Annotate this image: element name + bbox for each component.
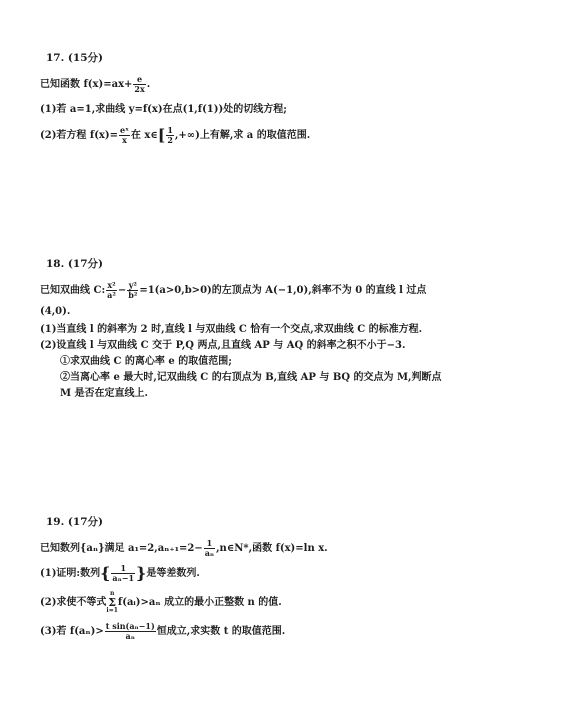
part-text: 是等差数列.	[146, 568, 200, 579]
part-text: ,+∞)上有解,求 a 的取值范围.	[174, 130, 311, 141]
question-19-part-3	[40, 622, 543, 641]
stem-text: 已知函数 f(x)=ax+	[40, 79, 133, 90]
question-18-part-2-ii-cont: M 是否在定直线上.	[60, 388, 149, 399]
question-18-part-2-ii: ②当离心率 e 最大时,记双曲线 C 的右顶点为 B,直线 AP 与 BQ 的交点为 M,判断点	[60, 372, 442, 383]
question-19-header: 19. (17分)	[46, 516, 103, 528]
sigma-symbol: Σ	[108, 596, 117, 609]
denominator: 2	[167, 135, 173, 145]
question-19-part-2	[40, 591, 543, 614]
numerator: eˣ	[120, 125, 129, 135]
question-18	[40, 256, 543, 402]
denominator: aₙ	[125, 631, 135, 641]
numerator: y²	[128, 280, 137, 290]
denominator: 2x	[134, 84, 145, 94]
part-text: 在 x∈	[130, 130, 158, 141]
denominator: a²	[107, 290, 116, 300]
question-19-stem	[40, 539, 543, 558]
question-19	[40, 514, 543, 641]
fraction	[106, 281, 117, 300]
stem-text: ,n∈N*,函数 f(x)=ln x.	[216, 543, 328, 554]
numerator: t sin(aₙ−1)	[105, 621, 155, 631]
numerator: 1	[167, 125, 173, 135]
part-text: (2)若方程 f(x)=	[40, 130, 119, 141]
fraction	[111, 564, 135, 583]
numerator: 1	[204, 539, 215, 549]
denominator: aₙ−1	[112, 573, 135, 583]
question-18-part-1: (1)当直线 l 的斜率为 2 时,直线 l 与双曲线 C 恰有一个交点,求双曲线 C 的标准方程.	[40, 324, 423, 335]
right-brace: }	[136, 563, 147, 583]
question-18-part-2-i: ①求双曲线 C 的离心率 e 的取值范围;	[60, 356, 232, 367]
numerator: x²	[107, 280, 116, 290]
part-text: (3)若 f(aₙ)>	[40, 626, 104, 637]
fraction	[166, 126, 174, 145]
question-17-header: 17. (15分)	[46, 52, 103, 64]
question-17-stem	[40, 75, 543, 94]
fraction	[204, 539, 215, 558]
left-bracket: [	[157, 125, 166, 145]
question-18-stem	[40, 281, 543, 300]
summation	[106, 591, 117, 614]
stem-text: 已知数列{aₙ}满足 a₁=2,aₙ₊₁=2−	[40, 543, 203, 554]
numerator: e	[133, 75, 145, 85]
minus-sign: −	[117, 285, 127, 296]
stem-text: .	[146, 79, 151, 90]
fraction	[127, 281, 138, 300]
stem-text: 已知双曲线 C:	[40, 285, 106, 296]
denominator: x	[122, 135, 127, 145]
part-text: f(aᵢ)>aₙ 成立的最小正整数 n 的值.	[117, 597, 282, 608]
question-17-part-1: (1)若 a=1,求曲线 y=f(x)在点(1,f(1))处的切线方程;	[40, 104, 287, 115]
stem-text: =1(a>0,b>0)的左顶点为 A(−1,0),斜率不为 0 的直线 l 过点	[139, 285, 427, 296]
question-18-stem-cont: (4,0).	[40, 306, 71, 317]
question-17-part-2	[40, 126, 543, 145]
fraction	[119, 126, 130, 145]
part-text: (2)求使不等式	[40, 597, 107, 608]
sum-lower-limit: i=1	[106, 607, 118, 614]
denominator: aₙ	[204, 548, 215, 558]
sum-upper-limit: n	[109, 590, 115, 597]
fraction	[105, 622, 156, 641]
part-text: 恒成立,求实数 t 的取值范围.	[156, 626, 286, 637]
question-17	[40, 50, 543, 145]
part-text: (1)证明:数列	[40, 568, 101, 579]
question-18-part-2: (2)设直线 l 与双曲线 C 交于 P,Q 两点,且直线 AP 与 AQ 的斜率之积不小于−3.	[40, 340, 406, 351]
left-brace: {	[100, 563, 111, 583]
question-19-part-1	[40, 564, 543, 583]
question-18-header: 18. (17分)	[46, 258, 103, 270]
numerator: 1	[111, 564, 135, 574]
fraction	[133, 75, 145, 94]
denominator: b²	[128, 290, 138, 300]
